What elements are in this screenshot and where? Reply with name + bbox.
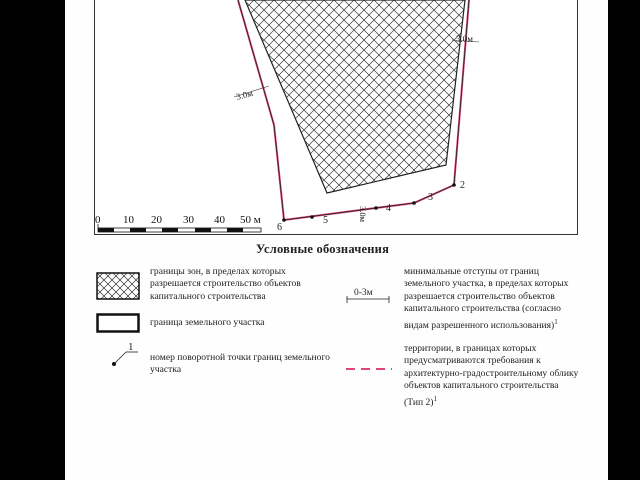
point-marker-4 (374, 206, 378, 210)
legend-item-setback (404, 266, 574, 332)
point-number-4: 4 (386, 203, 391, 214)
point-number-6: 6 (277, 222, 282, 233)
legend-item-buildable-zone: границы зон, в пределах которых разрешается строительство объектов капитального строительства (150, 266, 301, 302)
setback-dimension-label: 0-3м (354, 288, 373, 298)
point-marker-6 (282, 218, 286, 222)
site-plan-map (94, 0, 578, 236)
legend-item-parcel-boundary: граница земельного участка (150, 317, 265, 328)
legend-title: Условные обозначения (256, 242, 390, 256)
hatched-zone-icon (96, 272, 140, 300)
point-number-3: 3 (428, 192, 433, 203)
point-marker-5 (310, 215, 314, 219)
setback-label-1: 3.0м (456, 34, 473, 44)
footnote-marker-2: 1 (433, 394, 437, 403)
scale-label-50: 50 м (240, 214, 261, 226)
legend-item-design-code-zone (404, 343, 579, 409)
point-marker-label: 1 (128, 342, 134, 353)
point-marker-icon (108, 342, 144, 370)
point-number-2: 2 (460, 180, 465, 191)
parcel-boundary-icon (96, 313, 140, 333)
scale-label-20: 20 (151, 214, 162, 226)
setback-label-3: 3.0м (358, 206, 368, 223)
scale-label-0: 0 (95, 214, 101, 226)
footnote-marker-1: 1 (554, 317, 558, 326)
point-marker-2 (452, 183, 456, 187)
point-number-5: 5 (323, 215, 328, 226)
scale-label-30: 30 (183, 214, 194, 226)
setback-label-2: 3.0м (234, 87, 254, 102)
setback-dimension-icon (344, 284, 394, 306)
point-marker-3 (412, 201, 416, 205)
scale-label-10: 10 (123, 214, 134, 226)
legend-setback-text: минимальные отступы от границ земельного участка, в пределах которых разрешается строительство объектов капитального строительства (согласно видам разрешенного использования) (404, 266, 569, 331)
legend-design-text: территории, в границах которых предусматриваются требования к архитектурно-градостроительному облику объектов капитального строительства (Тип 2) (404, 343, 579, 408)
scale-label-40: 40 (214, 214, 225, 226)
legend-item-point-number: номер поворотной точки границ земельного участка (150, 352, 330, 376)
dashed-boundary-icon (344, 365, 394, 373)
